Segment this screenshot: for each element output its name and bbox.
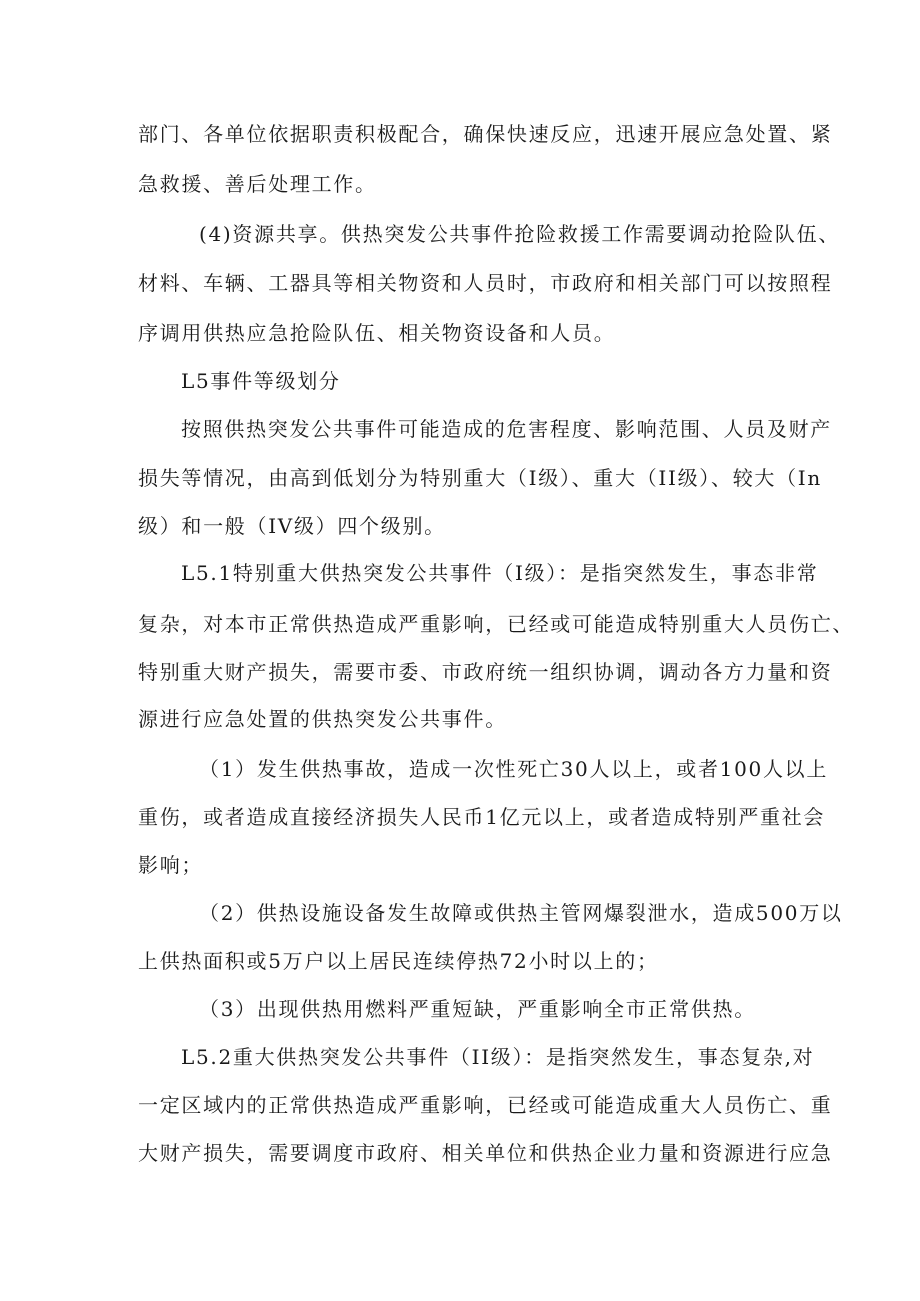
text-line: 损失等情况，由高到低划分为特别重大（I级）、重大（II级）、较大（In — [138, 466, 822, 490]
text-line: 重伤，或者造成直接经济损失人民币1亿元以上，或者造成特别严重社会 — [138, 805, 826, 829]
text-line: 按照供热突发公共事件可能造成的危害程度、影响范围、人员及财产 — [181, 417, 832, 441]
text-line: L5.2重大供热突发公共事件（II级）：是指突然发生，事态复杂,对 — [181, 1045, 815, 1069]
text-line: （2）供热设施设备发生故障或供热主管网爆裂泄水，造成500万以 — [199, 901, 843, 925]
text-line: （3）出现供热用燃料严重短缺，严重影响全市正常供热。 — [199, 997, 756, 1021]
text-line: (4)资源共享。供热突发公共事件抢险救援工作需要调动抢险队伍、 — [199, 222, 841, 246]
text-line: （1）发生供热事故，造成一次性死亡30人以上，或者100人以上 — [199, 757, 829, 781]
text-line: 上供热面积或5万户以上居民连续停热72小时以上的； — [138, 949, 659, 973]
section-heading: L5事件等级划分 — [181, 369, 341, 393]
text-line: 级）和一般（IV级）四个级别。 — [138, 514, 446, 538]
text-line: 序调用供热应急抢险队伍、相关物资设备和人员。 — [138, 321, 616, 345]
text-line: L5.1特别重大供热突发公共事件（I级）：是指突然发生，事态非常 — [181, 561, 819, 585]
text-line: 复杂，对本市正常供热造成严重影响，已经或可能造成特别重大人员伤亡、 — [138, 612, 855, 636]
text-line: 急救援、善后处理工作。 — [138, 172, 377, 196]
text-line: 部门、各单位依据职责积极配合，确保快速反应，迅速开展应急处置、紧 — [138, 122, 833, 146]
text-line: 特别重大财产损失，需要市委、市政府统一组织协调，调动各方力量和资 — [138, 660, 833, 684]
text-line: 材料、车辆、工器具等相关物资和人员时，市政府和相关部门可以按照程 — [138, 271, 833, 295]
text-line: 影响； — [138, 853, 204, 877]
text-line: 大财产损失，需要调度市政府、相关单位和供热企业力量和资源进行应急 — [138, 1141, 833, 1165]
text-line: 一定区域内的正常供热造成严重影响，已经或可能造成重大人员伤亡、重 — [138, 1093, 833, 1117]
text-line: 源进行应急处置的供热突发公共事件。 — [138, 707, 507, 731]
